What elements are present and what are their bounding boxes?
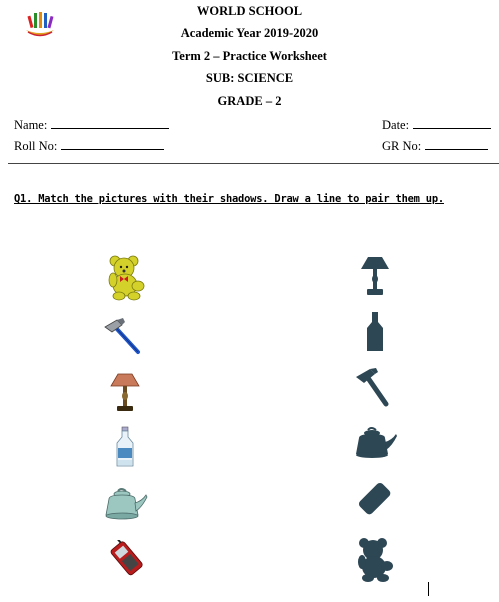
teapot-picture-icon[interactable]: [104, 487, 148, 521]
roll-no-label: Roll No:: [14, 139, 58, 153]
roll-no-blank[interactable]: [61, 138, 164, 150]
date-field: [382, 117, 491, 133]
hammer-shadow-icon[interactable]: [354, 368, 394, 408]
term-title: Term 2 – Practice Worksheet: [172, 49, 327, 63]
bottle-picture-icon[interactable]: [115, 426, 135, 468]
table-lamp-shadow-icon[interactable]: [360, 255, 390, 297]
bottle-shadow-icon[interactable]: [365, 311, 385, 353]
academic-year: Academic Year 2019-2020: [180, 26, 319, 40]
teddy-bear-picture-icon[interactable]: [106, 253, 146, 301]
teapot-shadow-icon[interactable]: [354, 426, 398, 460]
gr-no-field: [382, 138, 488, 154]
header-divider: [8, 163, 499, 164]
mobile-phone-shadow-icon[interactable]: [354, 480, 396, 518]
name-label: Name:: [14, 118, 48, 132]
name-blank[interactable]: [51, 117, 169, 129]
school-name: WORLD SCHOOL: [196, 4, 303, 18]
question-1: Q1. Match the pictures with their shadows. Draw a line to pair them up.: [14, 193, 444, 205]
grade-title: GRADE – 2: [217, 94, 282, 108]
hammer-picture-icon[interactable]: [103, 318, 143, 356]
roll-no-field: [14, 138, 164, 154]
date-label: Date:: [382, 118, 410, 132]
mobile-phone-picture-icon[interactable]: [106, 540, 148, 576]
table-lamp-picture-icon[interactable]: [110, 372, 140, 414]
name-field: [14, 117, 169, 133]
teddy-bear-shadow-icon[interactable]: [355, 535, 395, 583]
text-cursor: [428, 582, 429, 596]
subject-title: SUB: SCIENCE: [205, 71, 294, 85]
date-blank[interactable]: [413, 117, 491, 129]
gr-no-label: GR No:: [382, 139, 422, 153]
gr-no-blank[interactable]: [425, 138, 488, 150]
